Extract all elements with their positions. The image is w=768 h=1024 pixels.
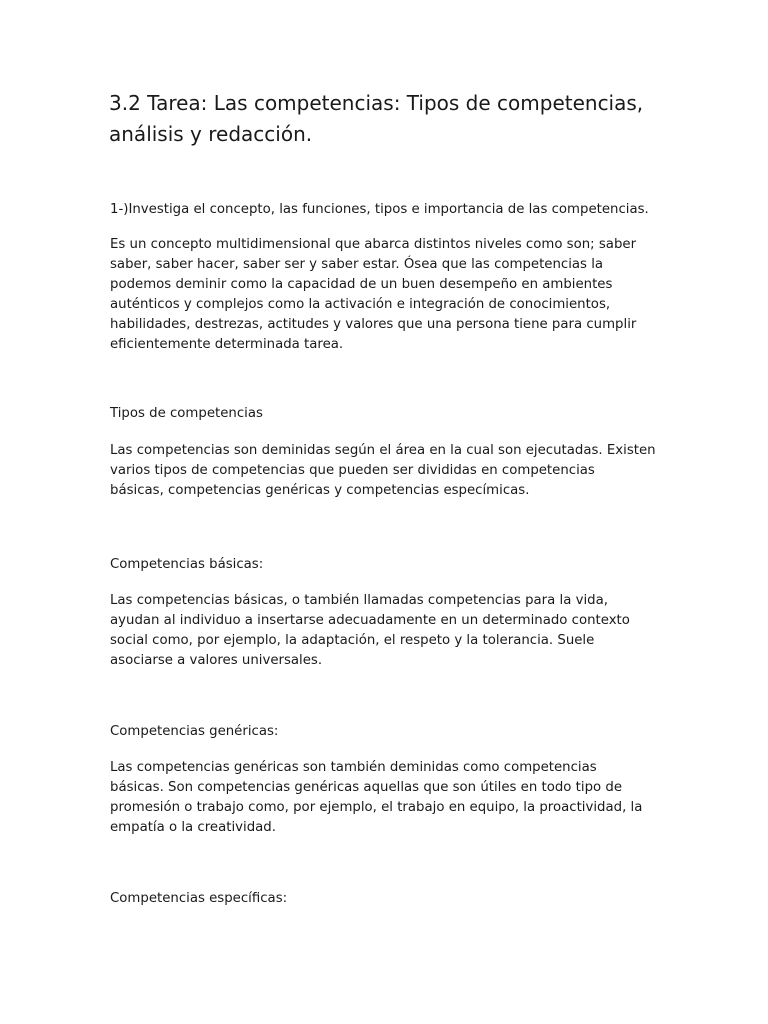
types-paragraph: Las competencias son deminidas según el área en la cual son ejecutadas. Existen varios tipos de competencias que pueden ser divididas en competencias básicas, competencias genéricas y competencias especímicas. bbox=[110, 443, 656, 498]
basic-competencies-heading: Competencias básicas: bbox=[110, 557, 264, 572]
types-heading: Tipos de competencias bbox=[110, 406, 263, 421]
generic-competencies-paragraph: Las competencias genéricas son también deminidas como competencias básicas. Son competencias genéricas aquellas que son útiles en todo tipo de promesión o trabajo como, por ejemplo, el trabajo en equipo, la proactividad, la empatía o la creatividad. bbox=[110, 760, 643, 835]
specific-competencies-heading: Competencias específicas: bbox=[110, 891, 288, 906]
document-title: 3.2 Tarea: Las competencias: Tipos de competencias, análisis y redacción. bbox=[109, 91, 644, 146]
generic-competencies-heading: Competencias genéricas: bbox=[110, 724, 279, 739]
basic-competencies-paragraph: Las competencias básicas, o también llamadas competencias para la vida, ayudan al individuo a insertarse adecuadamente en un determinado contexto social como, por ejemplo, la adaptación, el respeto y la tolerancia. Suele asociarse a valores universales. bbox=[110, 593, 630, 668]
question-paragraph: 1-)Investiga el concepto, las funciones, tipos e importancia de las competencias. bbox=[110, 202, 649, 217]
answer-paragraph: Es un concepto multidimensional que abarca distintos niveles como son; saber saber, saber hacer, saber ser y saber estar. Ósea que las competencias la podemos deminir como la capacidad de un buen desempeño en ambientes auténticos y complejos como la activación e integración de conocimientos, habilidades, destrezas, actitudes y valores que una persona tiene para cumplir eficientemente determinada tarea. bbox=[110, 237, 637, 352]
